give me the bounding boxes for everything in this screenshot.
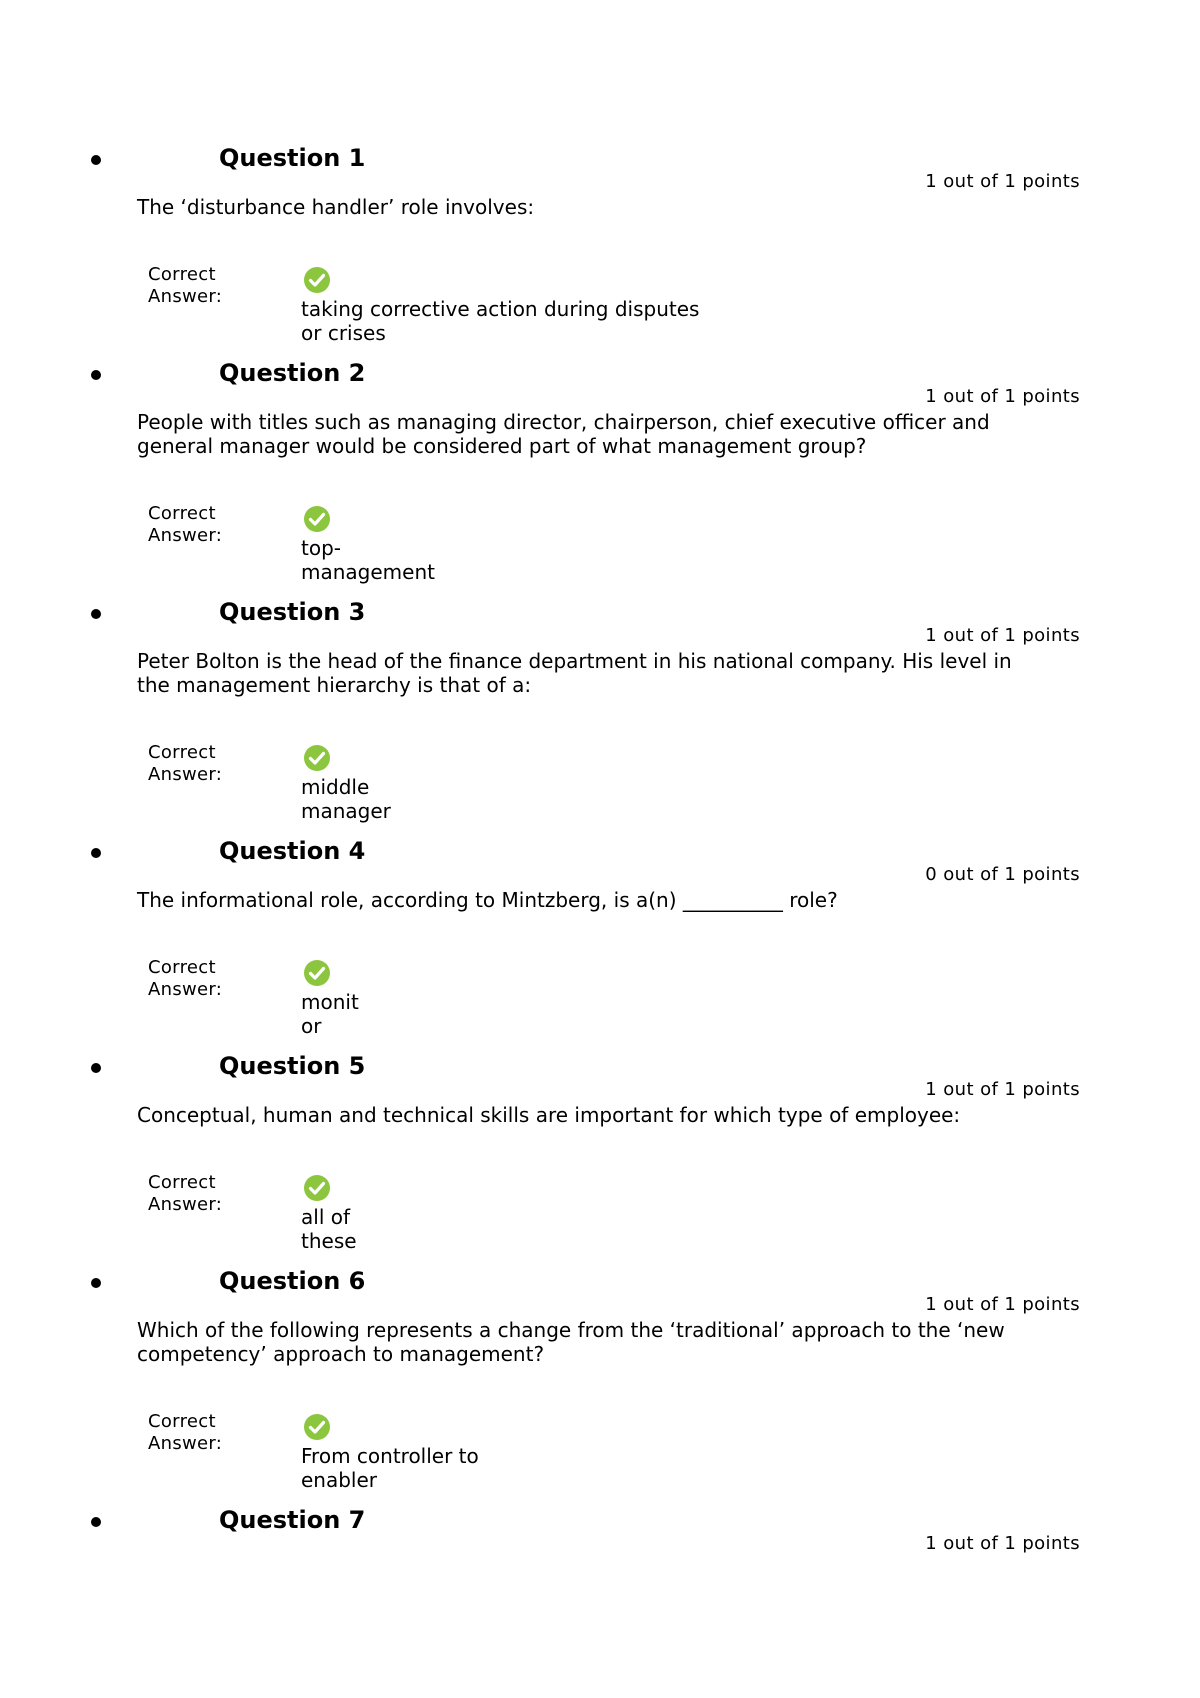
- question-points: 1 out of 1 points: [925, 625, 1080, 646]
- question-title: Question 3: [219, 598, 366, 626]
- question-points: 1 out of 1 points: [925, 1533, 1080, 1554]
- bullet-icon: [91, 848, 101, 858]
- bullet-icon: [91, 609, 101, 619]
- question-title: Question 4: [219, 837, 366, 865]
- correct-answer-text: From controller to enabler: [301, 1444, 479, 1492]
- correct-answer-text: top- management: [301, 536, 435, 584]
- correct-answer-text: middle manager: [301, 775, 391, 823]
- check-circle-icon: [303, 959, 331, 987]
- question-title: Question 1: [219, 144, 366, 172]
- correct-answer-label: Correct Answer:: [148, 264, 223, 307]
- question-text: Peter Bolton is the head of the finance department in his national company. His level in the management hierarchy is that of a:: [137, 649, 1012, 697]
- correct-answer-label: Correct Answer:: [148, 1172, 223, 1215]
- question-text: Conceptual, human and technical skills are important for which type of employee:: [137, 1103, 961, 1127]
- question-title: Question 7: [219, 1506, 366, 1534]
- bullet-icon: [91, 1517, 101, 1527]
- question-points: 1 out of 1 points: [925, 1079, 1080, 1100]
- question-points: 1 out of 1 points: [925, 386, 1080, 407]
- correct-answer-label: Correct Answer:: [148, 957, 223, 1000]
- correct-answer-label: Correct Answer:: [148, 742, 223, 785]
- question-points: 1 out of 1 points: [925, 171, 1080, 192]
- correct-answer-text: taking corrective action during disputes or crises: [301, 297, 700, 345]
- bullet-icon: [91, 1063, 101, 1073]
- question-points: 1 out of 1 points: [925, 1294, 1080, 1315]
- question-text: Which of the following represents a change from the ‘traditional’ approach to the ‘new competency’ approach to management?: [137, 1318, 1005, 1366]
- bullet-icon: [91, 155, 101, 165]
- check-circle-icon: [303, 744, 331, 772]
- question-title: Question 5: [219, 1052, 366, 1080]
- question-title: Question 6: [219, 1267, 366, 1295]
- bullet-icon: [91, 370, 101, 380]
- question-text: The informational role, according to Mintzberg, is a(n) __________ role?: [137, 888, 838, 912]
- check-circle-icon: [303, 1174, 331, 1202]
- correct-answer-text: all of these: [301, 1205, 357, 1253]
- correct-answer-label: Correct Answer:: [148, 503, 223, 546]
- check-circle-icon: [303, 1413, 331, 1441]
- question-title: Question 2: [219, 359, 366, 387]
- question-points: 0 out of 1 points: [925, 864, 1080, 885]
- correct-answer-text: monit or: [301, 990, 359, 1038]
- question-text: People with titles such as managing director, chairperson, chief executive officer and general manager would be considered part of what management group?: [137, 410, 990, 458]
- question-text: The ‘disturbance handler’ role involves:: [137, 195, 535, 219]
- check-circle-icon: [303, 505, 331, 533]
- check-circle-icon: [303, 266, 331, 294]
- correct-answer-label: Correct Answer:: [148, 1411, 223, 1454]
- bullet-icon: [91, 1278, 101, 1288]
